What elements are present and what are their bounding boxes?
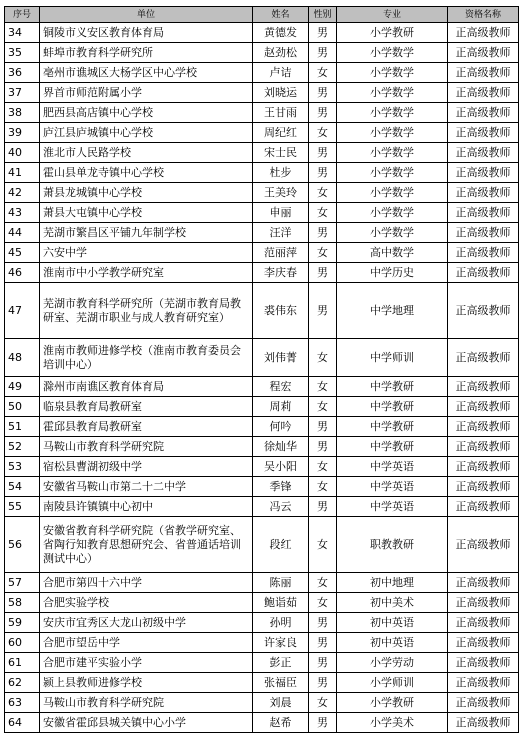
cell-sex: 男 <box>309 633 337 653</box>
cell-major: 中学教研 <box>337 377 448 397</box>
cell-name: 季锋 <box>253 477 309 497</box>
cell-major: 中学教研 <box>337 437 448 457</box>
cell-number: 60 <box>5 633 40 653</box>
cell-major: 小学数学 <box>337 63 448 83</box>
cell-sex: 男 <box>309 417 337 437</box>
cell-name: 张福臣 <box>253 673 309 693</box>
cell-name: 刘晨 <box>253 693 309 713</box>
roster-table-container <box>4 6 518 733</box>
cell-number: 57 <box>5 573 40 593</box>
cell-unit: 合肥市望岳中学 <box>40 633 253 653</box>
cell-title: 正高级教师 <box>448 63 519 83</box>
cell-number: 37 <box>5 83 40 103</box>
cell-major: 小学数学 <box>337 103 448 123</box>
cell-sex: 女 <box>309 573 337 593</box>
cell-sex: 男 <box>309 143 337 163</box>
cell-unit: 颍上县教师进修学校 <box>40 673 253 693</box>
cell-number: 56 <box>5 517 40 573</box>
table-header-row <box>5 7 519 23</box>
cell-unit: 蚌埠市教育科学研究所 <box>40 43 253 63</box>
table-row <box>5 183 519 203</box>
cell-major: 高中数学 <box>337 243 448 263</box>
cell-number: 47 <box>5 283 40 339</box>
table-row <box>5 613 519 633</box>
cell-title: 正高级教师 <box>448 437 519 457</box>
table-row <box>5 23 519 43</box>
cell-sex: 男 <box>309 653 337 673</box>
table-row <box>5 477 519 497</box>
cell-unit: 肥西县高店镇中心学校 <box>40 103 253 123</box>
table-row <box>5 573 519 593</box>
cell-unit: 安徽省霍邱县城关镇中心小学 <box>40 713 253 733</box>
table-row <box>5 693 519 713</box>
cell-title: 正高级教师 <box>448 713 519 733</box>
cell-title: 正高级教师 <box>448 673 519 693</box>
cell-title: 正高级教师 <box>448 613 519 633</box>
cell-major: 职教教研 <box>337 517 448 573</box>
cell-name: 李庆春 <box>253 263 309 283</box>
table-row <box>5 673 519 693</box>
cell-unit: 马鞍山市教育科学研究院 <box>40 693 253 713</box>
cell-unit: 霍邱县教育局教研室 <box>40 417 253 437</box>
cell-sex: 男 <box>309 83 337 103</box>
table-row <box>5 123 519 143</box>
cell-major: 小学数学 <box>337 183 448 203</box>
cell-title: 正高级教师 <box>448 517 519 573</box>
cell-number: 43 <box>5 203 40 223</box>
cell-major: 小学教研 <box>337 693 448 713</box>
cell-name: 徐灿华 <box>253 437 309 457</box>
cell-number: 36 <box>5 63 40 83</box>
cell-unit: 滁州市南谯区教育体育局 <box>40 377 253 397</box>
cell-name: 陈丽 <box>253 573 309 593</box>
cell-sex: 女 <box>309 477 337 497</box>
cell-major: 小学数学 <box>337 43 448 63</box>
table-row <box>5 163 519 183</box>
cell-number: 59 <box>5 613 40 633</box>
table-body <box>5 23 519 733</box>
cell-number: 50 <box>5 397 40 417</box>
cell-sex: 女 <box>309 243 337 263</box>
table-row <box>5 497 519 517</box>
cell-name: 孙明 <box>253 613 309 633</box>
cell-sex: 女 <box>309 593 337 613</box>
cell-major: 初中美术 <box>337 593 448 613</box>
cell-sex: 男 <box>309 263 337 283</box>
cell-title: 正高级教师 <box>448 633 519 653</box>
cell-name: 何吟 <box>253 417 309 437</box>
cell-unit: 萧县龙城镇中心学校 <box>40 183 253 203</box>
cell-major: 初中英语 <box>337 633 448 653</box>
cell-sex: 男 <box>309 223 337 243</box>
header-sex: 性别 <box>309 7 337 23</box>
cell-sex: 女 <box>309 517 337 573</box>
table-row <box>5 339 519 377</box>
table-row <box>5 593 519 613</box>
cell-sex: 女 <box>309 377 337 397</box>
table-row <box>5 83 519 103</box>
cell-number: 40 <box>5 143 40 163</box>
cell-major: 小学教研 <box>337 23 448 43</box>
cell-major: 中学教研 <box>337 397 448 417</box>
cell-title: 正高级教师 <box>448 397 519 417</box>
cell-name: 范丽萍 <box>253 243 309 263</box>
cell-sex: 男 <box>309 43 337 63</box>
cell-sex: 女 <box>309 123 337 143</box>
cell-number: 46 <box>5 263 40 283</box>
cell-title: 正高级教师 <box>448 203 519 223</box>
cell-name: 段红 <box>253 517 309 573</box>
cell-title: 正高级教师 <box>448 183 519 203</box>
cell-major: 小学数学 <box>337 83 448 103</box>
cell-name: 王美玲 <box>253 183 309 203</box>
cell-sex: 女 <box>309 63 337 83</box>
cell-major: 中学地理 <box>337 283 448 339</box>
cell-title: 正高级教师 <box>448 103 519 123</box>
cell-title: 正高级教师 <box>448 143 519 163</box>
cell-title: 正高级教师 <box>448 263 519 283</box>
cell-name: 鲍诣茹 <box>253 593 309 613</box>
cell-major: 小学数学 <box>337 123 448 143</box>
table-row <box>5 283 519 339</box>
table-row <box>5 63 519 83</box>
cell-name: 黄德发 <box>253 23 309 43</box>
cell-unit: 安徽省教育科学研究院（省教学研究室、省陶行知教育思想研究会、省普通话培训测试中心） <box>40 517 253 573</box>
cell-title: 正高级教师 <box>448 223 519 243</box>
table-row <box>5 437 519 457</box>
cell-title: 正高级教师 <box>448 477 519 497</box>
cell-title: 正高级教师 <box>448 693 519 713</box>
cell-name: 吴小阳 <box>253 457 309 477</box>
table-row <box>5 143 519 163</box>
table-row <box>5 43 519 63</box>
cell-name: 卢诘 <box>253 63 309 83</box>
cell-sex: 女 <box>309 339 337 377</box>
cell-name: 赵劲松 <box>253 43 309 63</box>
cell-major: 小学数学 <box>337 143 448 163</box>
cell-number: 34 <box>5 23 40 43</box>
cell-sex: 男 <box>309 103 337 123</box>
cell-sex: 女 <box>309 183 337 203</box>
cell-major: 初中英语 <box>337 613 448 633</box>
cell-name: 冯云 <box>253 497 309 517</box>
table-row <box>5 517 519 573</box>
cell-unit: 临泉县教育局教研室 <box>40 397 253 417</box>
table-row <box>5 203 519 223</box>
table-row <box>5 417 519 437</box>
roster-table <box>4 6 519 733</box>
cell-number: 39 <box>5 123 40 143</box>
cell-sex: 女 <box>309 457 337 477</box>
cell-number: 63 <box>5 693 40 713</box>
cell-title: 正高级教师 <box>448 83 519 103</box>
cell-title: 正高级教师 <box>448 243 519 263</box>
cell-major: 小学数学 <box>337 163 448 183</box>
table-row <box>5 633 519 653</box>
cell-name: 彭正 <box>253 653 309 673</box>
cell-name: 周纪红 <box>253 123 309 143</box>
cell-major: 小学劳动 <box>337 653 448 673</box>
cell-title: 正高级教师 <box>448 497 519 517</box>
cell-sex: 男 <box>309 23 337 43</box>
cell-title: 正高级教师 <box>448 43 519 63</box>
cell-number: 52 <box>5 437 40 457</box>
cell-unit: 宿松县曹湖初级中学 <box>40 457 253 477</box>
cell-title: 正高级教师 <box>448 653 519 673</box>
cell-unit: 合肥市第四十六中学 <box>40 573 253 593</box>
cell-number: 45 <box>5 243 40 263</box>
table-row <box>5 263 519 283</box>
cell-number: 62 <box>5 673 40 693</box>
cell-title: 正高级教师 <box>448 123 519 143</box>
cell-sex: 男 <box>309 613 337 633</box>
cell-major: 中学教研 <box>337 417 448 437</box>
cell-name: 裘伟东 <box>253 283 309 339</box>
table-row <box>5 653 519 673</box>
cell-name: 刘伟菁 <box>253 339 309 377</box>
cell-unit: 合肥市建平实验小学 <box>40 653 253 673</box>
cell-major: 中学英语 <box>337 477 448 497</box>
cell-sex: 男 <box>309 437 337 457</box>
cell-unit: 合肥实验学校 <box>40 593 253 613</box>
cell-unit: 淮南市中小学教学研究室 <box>40 263 253 283</box>
header-title: 资格名称 <box>448 7 519 23</box>
cell-sex: 男 <box>309 673 337 693</box>
cell-name: 申丽 <box>253 203 309 223</box>
cell-number: 48 <box>5 339 40 377</box>
cell-unit: 六安中学 <box>40 243 253 263</box>
table-row <box>5 103 519 123</box>
cell-number: 58 <box>5 593 40 613</box>
cell-unit: 安庆市宜秀区大龙山初级中学 <box>40 613 253 633</box>
cell-major: 中学英语 <box>337 497 448 517</box>
cell-sex: 女 <box>309 693 337 713</box>
cell-sex: 男 <box>309 163 337 183</box>
header-major: 专业 <box>337 7 448 23</box>
cell-unit: 安徽省马鞍山市第二十二中学 <box>40 477 253 497</box>
table-row <box>5 223 519 243</box>
cell-number: 54 <box>5 477 40 497</box>
table-row <box>5 457 519 477</box>
cell-title: 正高级教师 <box>448 457 519 477</box>
cell-title: 正高级教师 <box>448 573 519 593</box>
cell-name: 赵希 <box>253 713 309 733</box>
cell-number: 53 <box>5 457 40 477</box>
cell-name: 程宏 <box>253 377 309 397</box>
cell-number: 64 <box>5 713 40 733</box>
header-name: 姓名 <box>253 7 309 23</box>
cell-major: 中学历史 <box>337 263 448 283</box>
cell-sex: 女 <box>309 203 337 223</box>
cell-sex: 男 <box>309 497 337 517</box>
header-number: 序号 <box>5 7 40 23</box>
table-row <box>5 243 519 263</box>
cell-name: 杜步 <box>253 163 309 183</box>
cell-name: 刘晓运 <box>253 83 309 103</box>
cell-number: 61 <box>5 653 40 673</box>
cell-unit: 马鞍山市教育科学研究院 <box>40 437 253 457</box>
cell-major: 中学师训 <box>337 339 448 377</box>
cell-number: 41 <box>5 163 40 183</box>
cell-unit: 萧县大屯镇中心学校 <box>40 203 253 223</box>
cell-sex: 女 <box>309 397 337 417</box>
cell-number: 42 <box>5 183 40 203</box>
cell-number: 51 <box>5 417 40 437</box>
cell-number: 35 <box>5 43 40 63</box>
cell-number: 55 <box>5 497 40 517</box>
cell-title: 正高级教师 <box>448 417 519 437</box>
cell-unit: 庐江县庐城镇中心学校 <box>40 123 253 143</box>
header-unit: 单位 <box>40 7 253 23</box>
cell-major: 小学美术 <box>337 713 448 733</box>
cell-number: 49 <box>5 377 40 397</box>
cell-unit: 南陵县许镇镇中心初中 <box>40 497 253 517</box>
cell-unit: 芜湖市教育科学研究所（芜湖市教育局教研室、芜湖市职业与成人教育研究室） <box>40 283 253 339</box>
cell-title: 正高级教师 <box>448 593 519 613</box>
cell-number: 44 <box>5 223 40 243</box>
cell-major: 初中地理 <box>337 573 448 593</box>
table-row <box>5 713 519 733</box>
cell-unit: 淮南市教师进修学校（淮南市教育委员会培训中心） <box>40 339 253 377</box>
cell-title: 正高级教师 <box>448 283 519 339</box>
cell-sex: 男 <box>309 283 337 339</box>
cell-title: 正高级教师 <box>448 23 519 43</box>
table-row <box>5 377 519 397</box>
cell-unit: 霍山县单龙寺镇中心学校 <box>40 163 253 183</box>
cell-major: 中学英语 <box>337 457 448 477</box>
cell-name: 汪洋 <box>253 223 309 243</box>
cell-unit: 芜湖市繁昌区平铺九年制学校 <box>40 223 253 243</box>
cell-unit: 淮北市人民路学校 <box>40 143 253 163</box>
cell-title: 正高级教师 <box>448 339 519 377</box>
cell-major: 小学数学 <box>337 203 448 223</box>
cell-name: 宋士民 <box>253 143 309 163</box>
cell-title: 正高级教师 <box>448 163 519 183</box>
cell-unit: 亳州市谯城区大杨学区中心学校 <box>40 63 253 83</box>
table-row <box>5 397 519 417</box>
cell-major: 小学数学 <box>337 223 448 243</box>
cell-major: 小学师训 <box>337 673 448 693</box>
cell-unit: 铜陵市义安区教育体育局 <box>40 23 253 43</box>
cell-sex: 男 <box>309 713 337 733</box>
cell-name: 许家良 <box>253 633 309 653</box>
cell-name: 王甘雨 <box>253 103 309 123</box>
cell-unit: 界首市师范附属小学 <box>40 83 253 103</box>
cell-title: 正高级教师 <box>448 377 519 397</box>
cell-name: 周莉 <box>253 397 309 417</box>
cell-number: 38 <box>5 103 40 123</box>
